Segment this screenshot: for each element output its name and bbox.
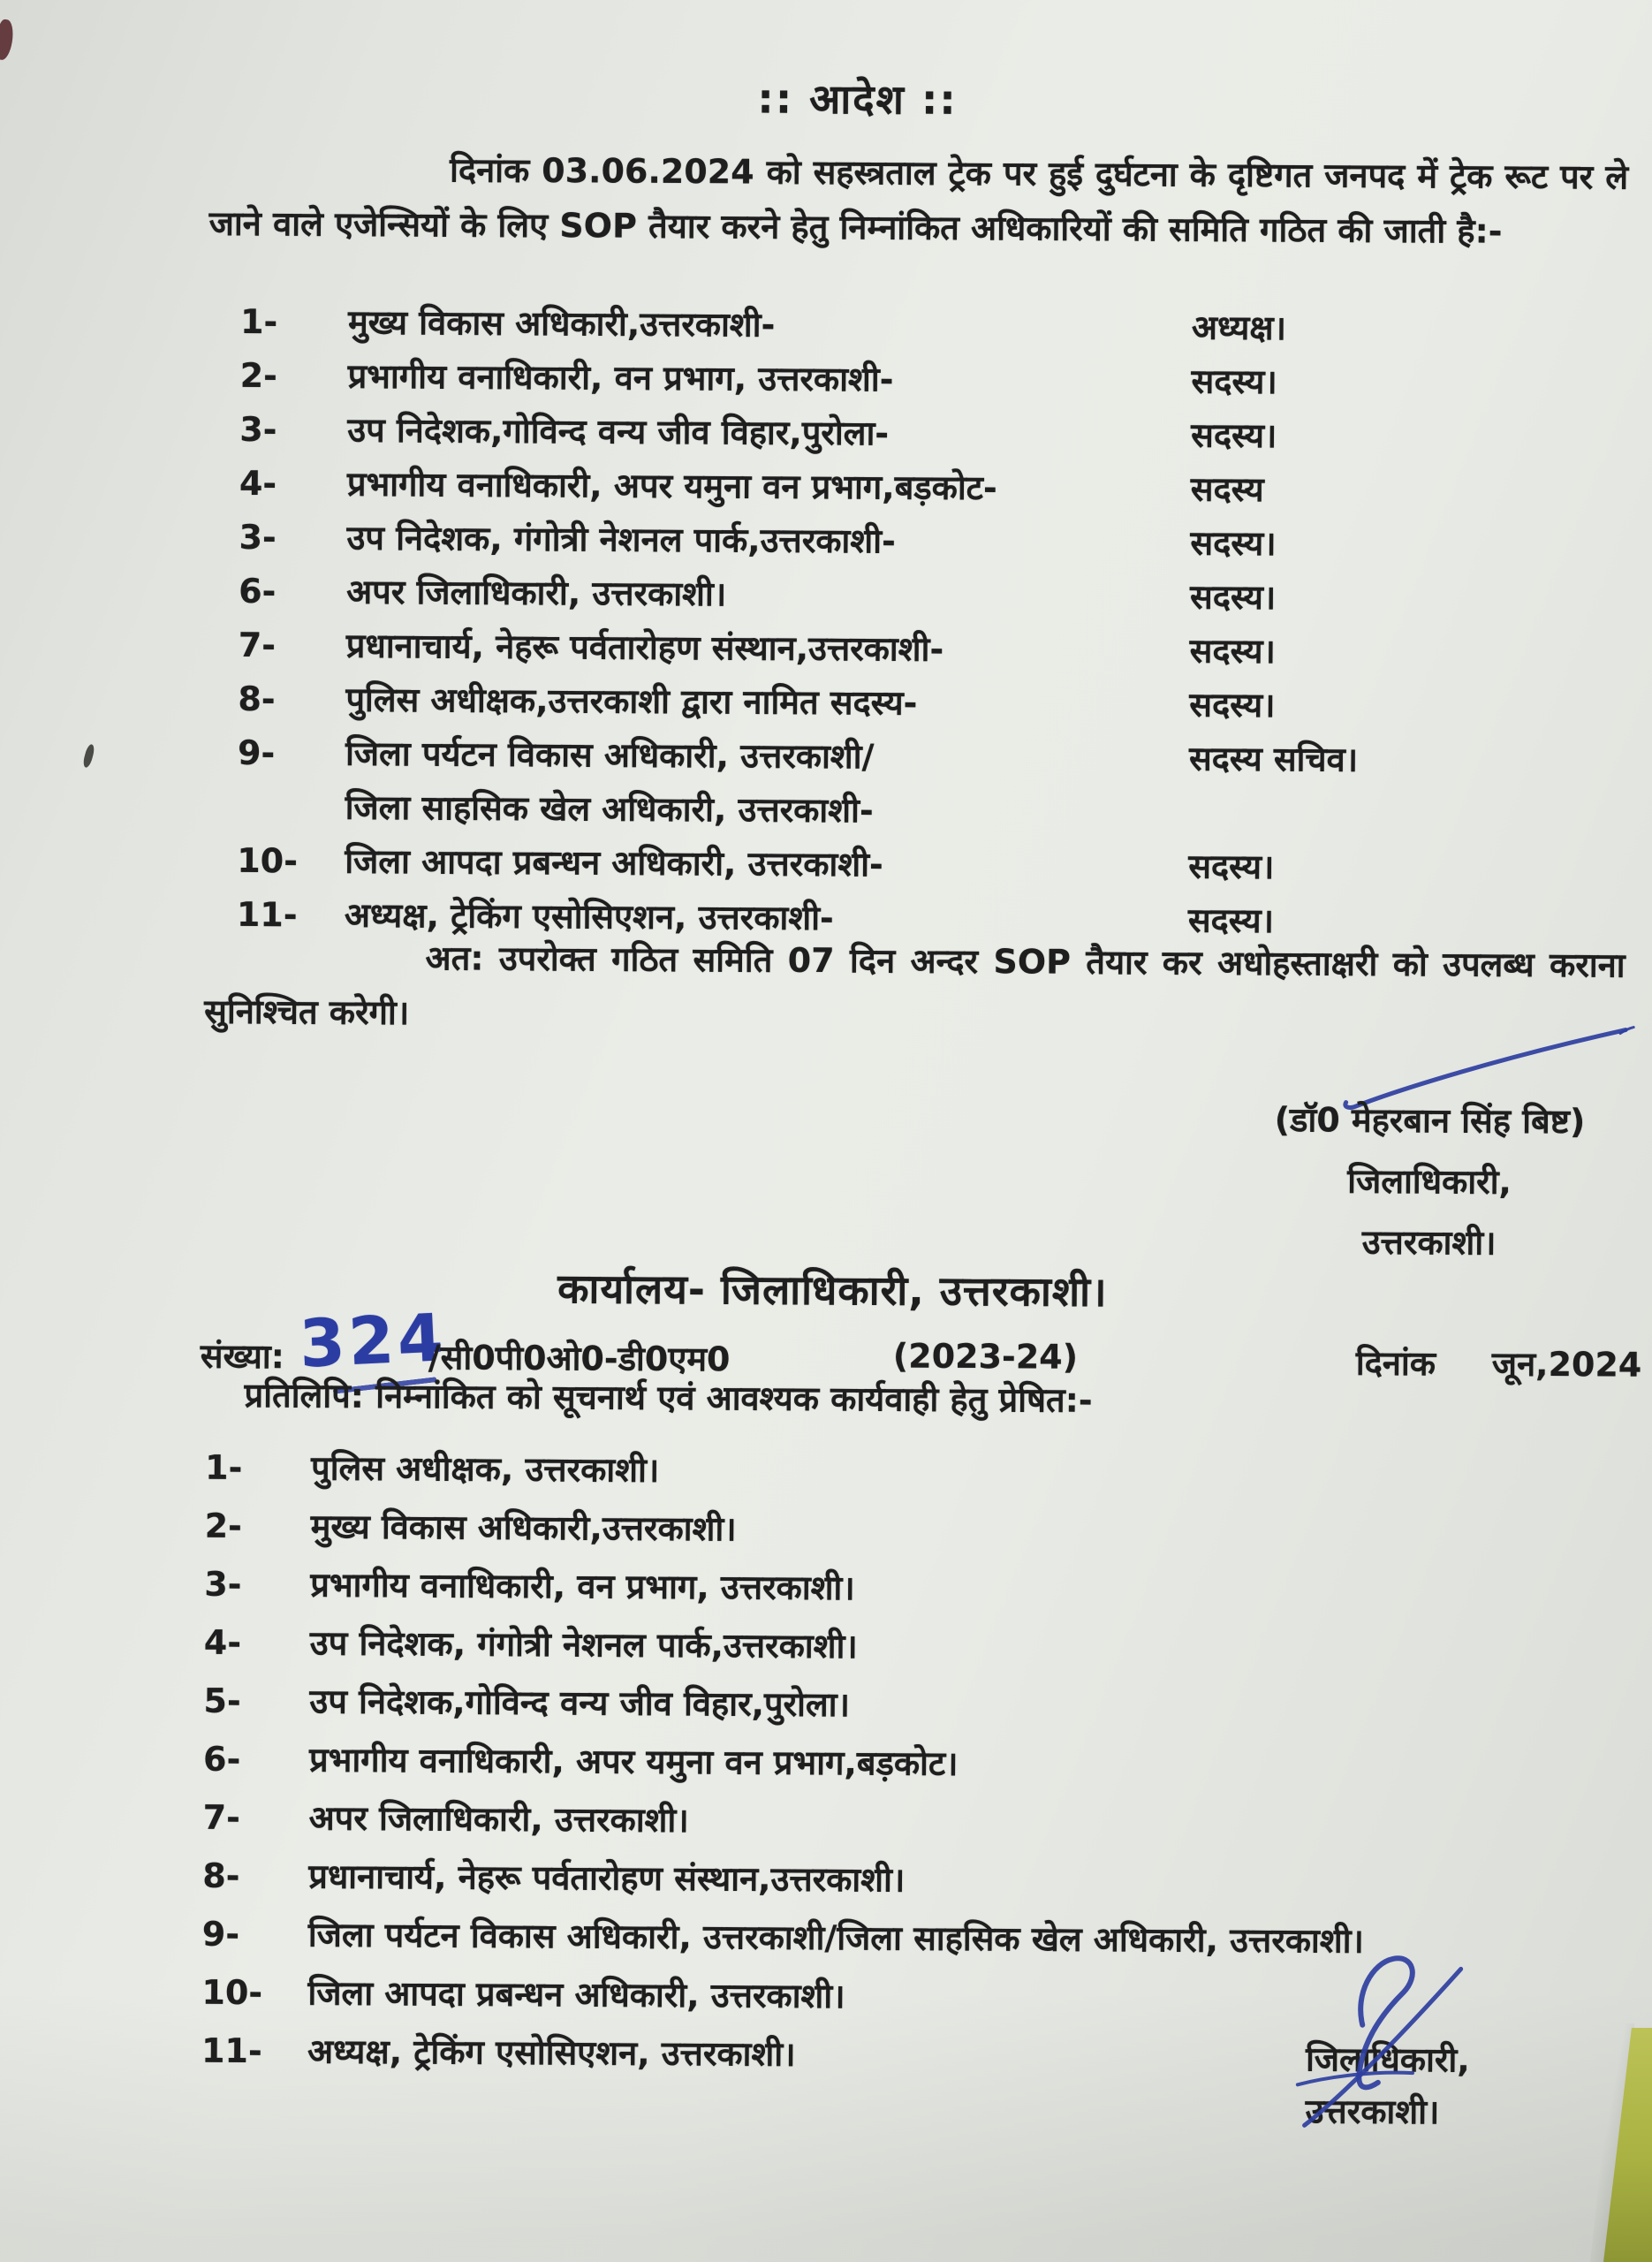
date-label: दिनांक: [1355, 1343, 1436, 1384]
committee-row-role: सदस्य सचिव।: [1188, 739, 1359, 779]
committee-row-number: 8-: [238, 679, 276, 719]
committee-row-number: 6-: [239, 571, 277, 611]
order-intro-paragraph: दिनांक 03.06.2024 को सहस्त्रताल ट्रेक पर हुई दुर्घटना के दृष्टिगत जनपद में ट्रेक रूट पर ले जाने वाले एजेन्सियों के लिए SOP तैयार करने हेतु निम्नांकित अधिकारियों की समिति गठित की जाती है:-: [208, 150, 1629, 251]
copy-row-text: जिला आपदा प्रबन्धन अधिकारी, उत्तरकाशी।: [307, 1973, 845, 2016]
number-label: संख्या:: [200, 1336, 284, 1377]
committee-row-role: सदस्य।: [1188, 846, 1275, 887]
copy-row-text: अध्यक्ष, ट्रेकिंग एसोसिएशन, उत्तरकाशी।: [307, 2031, 796, 2074]
number-year: (2023-24): [892, 1336, 1079, 1377]
committee-row-name: उप निदेशक, गंगोत्री नेशनल पार्क,उत्तरकाशी-: [346, 518, 896, 561]
signatory-block: [1225, 1089, 1633, 1275]
copy-row: [205, 1438, 1641, 1506]
committee-row-number: 10-: [237, 840, 299, 881]
committee-row-role: सदस्य।: [1189, 685, 1276, 725]
order-title: :: आदेश ::: [757, 74, 958, 124]
copy-row-text: प्रभागीय वनाधिकारी, वन प्रभाग, उत्तरकाशी।: [310, 1565, 855, 1608]
copy-row-number: 2-: [204, 1506, 243, 1545]
copy-row-number: 9-: [201, 1914, 240, 1954]
committee-row-role: सदस्य।: [1190, 577, 1277, 618]
committee-row: [239, 511, 1493, 573]
copy-row-text: अपर जिलाधिकारी, उत्तरकाशी।: [308, 1798, 689, 1841]
committee-row-name: प्रधानाचार्य, नेहरू पर्वतारोहण संस्थान,उत्तरकाशी-: [345, 626, 944, 669]
office-header: कार्यालय- जिलाधिकारी, उत्तरकाशी।: [557, 1264, 1108, 1316]
copy-row-number: 1-: [204, 1447, 243, 1487]
committee-row: [238, 672, 1492, 734]
copy-row: [203, 1730, 1639, 1797]
committee-row-name: प्रभागीय वनाधिकारी, अपर यमुना वन प्रभाग,बड़कोट-: [346, 464, 997, 508]
copy-row: [202, 1847, 1638, 1914]
copy-row-text: उप निदेशक, गंगोत्री नेशनल पार्क,उत्तरकाशी।: [309, 1623, 858, 1666]
committee-row-role: सदस्य: [1190, 469, 1264, 510]
committee-row-role: सदस्य।: [1187, 900, 1275, 941]
handwritten-number: 324: [298, 1300, 449, 1383]
committee-row: [237, 726, 1492, 842]
committee-row-name: उप निदेशक,गोविन्द वन्य जीव विहार,पुरोला-: [347, 410, 890, 453]
committee-row-role: सदस्य।: [1190, 523, 1277, 564]
committee-row-number: 9-: [237, 732, 276, 773]
committee-row: [239, 565, 1493, 626]
copy-row-number: 3-: [204, 1564, 242, 1604]
number-suffix: /सी0पी0ओ0-डी0एम0: [428, 1338, 731, 1379]
committee-row-name: जिला आपदा प्रबन्धन अधिकारी, उत्तरकाशी-: [345, 841, 883, 884]
committee-row-role: सदस्य।: [1189, 631, 1276, 672]
committee-row-number: 1-: [239, 301, 278, 342]
copy-row-text: जिला पर्यटन विकास अधिकारी, उत्तरकाशी/जिला साहसिक खेल अधिकारी, उत्तरकाशी।: [307, 1915, 1365, 1961]
committee-row-number: 3-: [239, 517, 277, 558]
footer-signatory-designation: जिलाधिकारी,: [1305, 2039, 1470, 2080]
committee-row-number: 7-: [238, 625, 277, 665]
copy-row-number: 5-: [203, 1681, 241, 1720]
footer-signatory-place: उत्तरकाशी।: [1305, 2091, 1440, 2132]
committee-row-role: अध्यक्ष।: [1191, 307, 1287, 348]
committee-row-number: 2-: [239, 355, 277, 396]
copy-row-number: 11-: [201, 2030, 262, 2071]
copy-row-number: 10-: [201, 1972, 263, 2013]
committee-row: [237, 834, 1491, 896]
copy-row: [203, 1672, 1639, 1739]
committee-row-role: सदस्य।: [1191, 361, 1277, 402]
committee-row-name: अपर जिलाधिकारी, उत्तरकाशी।: [346, 572, 727, 614]
signatory-designation: जिलाधिकारी,: [1347, 1161, 1512, 1202]
committee-row-name: प्रभागीय वनाधिकारी, वन प्रभाग, उत्तरकाशी-: [347, 356, 894, 399]
order-closing-paragraph: अत: उपरोक्त गठित समिति 07 दिन अन्दर SOP तैयार कर अधोहस्ताक्षरी को उपलब्ध कराना सुनिश्चित करेगी।: [204, 938, 1625, 1033]
committee-row: [239, 457, 1494, 519]
copy-row-text: मुख्य विकास अधिकारी,उत्तरकाशी।: [310, 1507, 737, 1549]
dm-signature-flourish: [1277, 1938, 1517, 2147]
copy-row-text: प्रभागीय वनाधिकारी, अपर यमुना वन प्रभाग,बड़कोट।: [308, 1740, 959, 1783]
date-value: जून,2024: [1491, 1344, 1642, 1385]
committee-row-name: जिला पर्यटन विकास अधिकारी, उत्तरकाशी/ जिला साहसिक खेल अधिकारी, उत्तरकाशी-: [345, 733, 875, 831]
committee-row: [239, 349, 1494, 411]
committee-row-role: सदस्य।: [1191, 415, 1277, 456]
committee-row-number: 4-: [239, 463, 277, 504]
committee-row: [239, 619, 1493, 680]
committee-row: [239, 403, 1494, 465]
copy-row: [204, 1555, 1640, 1622]
committee-row-number: 3-: [239, 409, 277, 450]
signatory-name: (डॉ0 मेहरबान सिंह बिष्ट): [1274, 1100, 1586, 1142]
copy-row-text: प्रधानाचार्य, नेहरू पर्वतारोहण संस्थान,उत्तरकाशी।: [308, 1856, 906, 1900]
copy-row-number: 7-: [202, 1797, 241, 1837]
copy-row-number: 8-: [202, 1856, 240, 1895]
copy-row-text: उप निदेशक,गोविन्द वन्य जीव विहार,पुरोला।: [309, 1681, 851, 1725]
copy-row: [202, 1788, 1638, 1856]
committee-list: [237, 295, 1495, 950]
committee-row: [240, 295, 1495, 357]
committee-row-number: 11-: [236, 894, 298, 935]
signatory-place: उत्तरकाशी।: [1361, 1222, 1497, 1263]
committee-row-name: मुख्य विकास अधिकारी,उत्तरकाशी-: [347, 302, 776, 345]
copy-row-number: 6-: [202, 1739, 241, 1779]
copy-heading: प्रतिलिपि: निम्नांकित को सूचनार्थ एवं आवश्यक कार्यवाही हेतु प्रेषित:-: [244, 1375, 1093, 1420]
committee-row-name: अध्यक्ष, ट्रेकिंग एसोसिएशन, उत्तरकाशी-: [344, 895, 834, 938]
copy-row-number: 4-: [203, 1622, 242, 1662]
copy-row: [204, 1497, 1640, 1564]
copy-row-text: पुलिस अधीक्षक, उत्तरकाशी।: [310, 1448, 660, 1490]
committee-row-name: पुलिस अधीक्षक,उत्तरकाशी द्वारा नामित सदस्य-: [345, 679, 918, 723]
copy-row: [204, 1613, 1640, 1681]
